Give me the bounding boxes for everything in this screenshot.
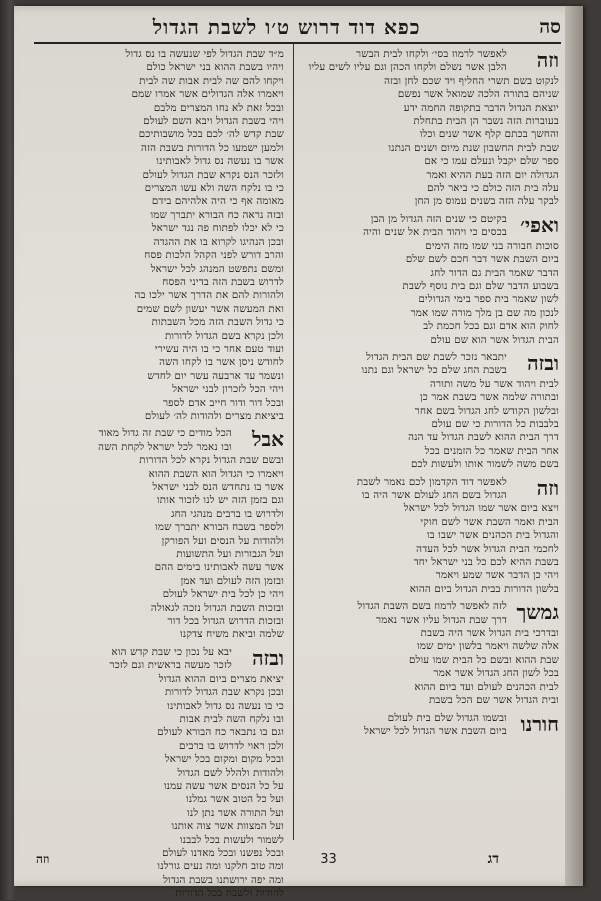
right-column: [309, 48, 559, 836]
text-line: ומה טוב חלקנו ומה נעים גורלנו: [157, 861, 284, 873]
commentary-entry: [309, 476, 559, 597]
text-line: ובשמו הגדול שלם בית לעולם: [387, 712, 507, 724]
text-line: סוכות חבורה בני שמו מזה הימים: [425, 240, 559, 252]
text-line: ועוד טעם אחר כי בו היה עשירי: [154, 343, 284, 355]
text-line: יתבאר נזכר לשבת שם הבית הגדול: [366, 351, 507, 363]
text-line: ומשם נתפשט המנהג לכל ישראל: [150, 263, 284, 275]
text-line: והרב דורש לפני הקהל הלכות פסח: [144, 250, 284, 262]
text-line: ויהי בשבת הגדול ויבא השם לעולם: [143, 116, 284, 128]
commentary-intro: [36, 48, 284, 423]
folio-number: סה: [539, 15, 561, 38]
text-line: הגדול בשם החג לעולם אשר היה בו: [361, 490, 507, 501]
lemma-heading: ובזה: [527, 350, 559, 375]
text-line: ויקחו להם שה לבית אבות שה לבית: [139, 75, 284, 87]
text-line: בשבת החג שלם כל ישראל וגם נתנו: [361, 365, 507, 377]
text-line: ולכן ראוי לדרוש בו ברבים: [179, 740, 284, 752]
lemma-heading: ובזה: [252, 645, 284, 670]
text-line: והגדול בית הכהנים אשר ישבו בו: [426, 530, 559, 542]
commentary-entry: [309, 213, 559, 347]
text-line: הלבן אשר נשלם ולקחו הכהן וגם עליו לשים עליו: [308, 62, 507, 74]
text-line: אשר בו נתחדש הנס לבני ישראל: [152, 482, 284, 493]
page-edge: [565, 6, 583, 886]
text-line: ויהי כן הדבר אשר שמע ויאמר: [435, 570, 559, 582]
text-line: ונשמר עד ארבעה עשר יום לחדש: [147, 370, 284, 382]
text-line: לזה לאפשר לרמוז בשם השבת הגדול: [357, 601, 507, 613]
text-line: כי בו נעשה נס גדול לאבותינו: [167, 700, 284, 712]
text-line: בכל לשון החג הגדול אשר אמר: [433, 668, 559, 680]
text-line: ובזמן הזה לעולם ועד אמן: [180, 575, 284, 587]
text-line: כי גדול השבת הזה מכל השבתות: [151, 317, 284, 329]
text-line: ובכן הנהיגו לקרוא בו את ההגדה: [153, 236, 284, 248]
text-line: הגדולה יום הזה בעת ההיא ואמר: [426, 169, 559, 181]
text-line: לבית ויהוד אשר על משה ותורה: [429, 378, 559, 390]
text-line: יבא על נכון כי שבת קדש הוא: [111, 646, 232, 658]
text-line: ולזכר הנס נקרא שבת הגדול לעולם: [142, 169, 284, 181]
running-head: [34, 12, 561, 44]
text-line: ויאמרו אלה הגדולים אשר אמרו שמם: [131, 89, 284, 101]
text-line: ובכל זאת לא נחו המצרים מלבם: [153, 102, 284, 114]
text-line: ועל התורה אשר נתן לנו: [187, 807, 284, 819]
text-line: בלשון הדורות בבית הגדול ביום ההוא: [409, 583, 559, 595]
text-line: בכסים כי ויהוד הבית אל שנים והיה: [363, 227, 507, 239]
text-line: שניהם בתורה הלכה שמואל אשר נפשם: [397, 89, 559, 101]
text-line: דרך הבית ההוא לשבת הגדול עד הנה: [408, 432, 559, 444]
lemma-heading: גמשך: [516, 600, 559, 625]
text-line: ויצא ביום אשר שמו הגדול לכל ישראל: [403, 503, 559, 515]
text-line: ובזכות השבת הגדול נזכה לגאולה: [150, 602, 284, 614]
text-line: כי בו נלקח השה ולא עשו המצרים: [144, 183, 284, 195]
text-line: ביום השבת אשר דבר חכם לשם שלם: [405, 254, 559, 266]
text-line: ואת המעשה אשר יעשון לשם שמים: [136, 303, 284, 315]
text-line: ובכל נפשנו ובכל מאדנו לעולם: [162, 847, 284, 859]
text-line: הדבר שאמר הבית גם הדור לחג: [430, 267, 559, 279]
text-line: בשם משה לשמור אותו ולעשות לכם: [410, 459, 559, 471]
text-line: ועל כל הטוב אשר גמלנו: [186, 794, 284, 806]
text-line: ביום השבת אשר הגדול לכל ישראל: [364, 725, 507, 737]
book-page: [14, 6, 583, 900]
text-line: בלבבות כל הדורות כי שם עולם: [431, 418, 559, 430]
text-line: ועל הגבורות ועל התשועות: [176, 549, 284, 561]
text-line: ובדרכי בית הגדול אשר היה בשבת: [420, 628, 559, 640]
text-line: ובו נאמר לכל ישראל לקחת השה: [98, 441, 232, 453]
text-line: יוצאת הגדול הדבר בתקופה החמה ידע: [403, 102, 559, 114]
page-number: 33: [320, 851, 337, 867]
text-line: ובכל מקום ומקום בכל ישראל: [164, 754, 284, 766]
text-line: ובזכות הדרוש הגדול בכל דור: [167, 616, 284, 628]
commentary-entry: [309, 351, 559, 472]
text-line: לחודש ניסן אשר בו לקחו השה: [159, 357, 284, 369]
text-line: הבית הגדול אשר הוא שם עולם: [430, 334, 559, 346]
text-line: ולספר בשבח הבורא יתברך שמו: [155, 522, 284, 534]
column-divider: [293, 44, 294, 840]
text-line: מאומה אף כי היה אלהיהם בידם: [151, 196, 284, 208]
text-line: ובזה נראה כח הבורא יתברך שמו: [150, 209, 284, 221]
text-line: אשר בו נעשה נס גדול לאבותינו: [156, 156, 284, 168]
text-line: לאפשר לרמוז בסי׳ ולקחו לבית הבשר: [355, 49, 507, 60]
text-line: שבת ההוא ובשם כל הבית שמו עולם: [408, 654, 559, 666]
text-line: ולהודות ולהלל לשם הגדול: [177, 767, 284, 779]
lemma-heading: אבל: [252, 427, 284, 452]
text-line: לחוק הוא אדם וגם בכל חכמת לב: [423, 321, 559, 333]
lemma-heading: חורנו: [520, 711, 559, 736]
text-line: ספר שלם יקבל ונעלם עמו כי אם: [424, 156, 559, 168]
text-line: ביציאת מצרים ולהודות לה׳ לעולם: [144, 410, 284, 422]
text-line: בשבוע הדבר שלם וגם בית נוסף לשבת: [402, 280, 559, 292]
text-line: ובכל דור ודור חייב אדם לספר: [162, 397, 284, 409]
text-line: ויאמרו כי הגדול הוא השבת ההוא: [148, 468, 284, 480]
text-line: בעוברות הזה נשבר הן הבית בתחלת: [413, 116, 559, 128]
commentary-entry: [309, 48, 559, 209]
text-line: לשמור ולעשות בכל לבבנו: [179, 834, 284, 846]
text-line: לשון שאמר בית ספר בימי הגדולים: [418, 294, 559, 306]
text-line: להודות ולשבח בכל הדורות: [175, 888, 284, 900]
text-line: ובכן נקרא שבת הגדול לדורות: [164, 687, 284, 699]
text-line: ולהודות על הנסים ועל הפורקן: [161, 535, 284, 547]
text-line: לנקוט בשם תשרי החליף ויד שכם לחן ובזה: [384, 75, 559, 87]
text-line: שלמה וביאת משיח צדקנו: [180, 629, 284, 641]
text-line: ובית הגדול אשר שם הכל בשבת: [428, 695, 559, 707]
text-line: ולמען ישמעו כל הדורות בשבת הזה: [141, 142, 284, 154]
text-line: דרך שבת הגדול עליו אשר נאמר: [376, 614, 507, 626]
text-line: שבת לבית החשבון שנת מיום ושנים הנתנו: [388, 142, 559, 154]
text-line: לזכר מעשה בראשית וגם לזכר: [109, 660, 232, 672]
text-line: הכל מודים כי שבת זה גדול מאוד: [98, 428, 232, 440]
text-line: ויהי הכל לזכרון לבני ישראל: [172, 384, 284, 396]
text-line: אשר עשה לאבותינו בימים ההם: [154, 562, 284, 574]
lemma-heading: ואפי׳: [520, 212, 559, 237]
text-line: אחר הבית שאמר כל הזמנים בכל: [424, 445, 559, 457]
text-line: ומה יפה ירושתנו בשבת הגדול: [163, 874, 284, 886]
text-line: ולדרוש בו ברבים מנהגי החג: [171, 508, 284, 520]
lemma-heading: וזה: [536, 48, 559, 72]
text-line: אלה שלשה ויאמר בלשון ימים שמו: [417, 641, 559, 653]
text-line: לנכון מה שם בן מלך מורה שמו אמר: [410, 307, 559, 319]
text-line: לבקר עלה הזה בשנים עמוס מן החן: [414, 196, 559, 208]
text-line: כי לא יכלו לפתוח פה נגד ישראל: [151, 223, 284, 235]
text-line: מ״ד שבת הגדול לפי שנעשה בו נס גדול: [125, 49, 284, 60]
text-line: בקיטם כי שנים הזה הגדול מן הבן: [370, 213, 507, 225]
text-line: ובו נלקח השה לבית אבות: [179, 713, 284, 725]
text-line: לאפשר דוד הקדמון לכם נאמר לשבת: [356, 476, 507, 488]
text-line: לדרוש בשבת הזה בדיני הפסח: [162, 276, 284, 288]
text-line: ובשם שבת הגדול נקרא לכל הדורות: [139, 455, 284, 467]
text-line: וגם בו נתבאר כח הבורא לעולם: [157, 727, 284, 739]
text-line: יציאת מצרים ביום ההוא הגדול: [158, 673, 284, 685]
text-line: ובלשון הקודש לחג הגדול בשם אחר: [414, 405, 559, 417]
text-line: ובתורה שלמה אשר בשבת אמר כן: [420, 392, 559, 404]
commentary-entry: [309, 712, 559, 739]
signature-mark: דג: [487, 850, 499, 867]
page-title: כפא דוד דרוש ט׳ו לשבת הגדול: [152, 14, 421, 39]
text-line: ולהורות להם את הדרך אשר ילכו בה: [134, 290, 284, 302]
text-line: ולכן נקרא בשם הגדול לדורות: [164, 330, 284, 342]
text-line: בשבת ההיא לכם כל בני ישראל יחד: [413, 557, 559, 569]
text-line: ויהיו בשבת ההוא בני ישראל כולם: [146, 62, 284, 74]
lemma-heading: וזה: [536, 475, 559, 500]
text-line: לחכמי הבית הגדול אשר לכל העדה: [416, 543, 559, 555]
catchword: וזה: [36, 851, 50, 866]
commentary-entry: [36, 427, 284, 642]
text-line: ויהי כן לכל בית ישראל לעולם: [162, 589, 284, 601]
text-line: לבית הכהנים לעולם ועד ביום ההוא: [414, 681, 559, 693]
text-line: שבת קדש לה׳ לכם בכל מושבותיכם: [138, 129, 284, 141]
text-line: הבית ואמר השבת אשר לשם חוקי: [420, 516, 559, 528]
text-line: עלה בית הזה כולם כי ביאר להם: [427, 183, 559, 195]
text-line: וגם בזמן הזה יש לנו לזכור אותו: [156, 495, 284, 507]
text-line: ועל המצוות אשר צוה אותנו: [171, 821, 284, 833]
commentary-entry: [309, 600, 559, 707]
text-line: על כל הנסים אשר עשה עמנו: [163, 780, 284, 792]
text-line: והחשך בכתם קלף אשר שנים וכלו: [419, 129, 559, 141]
page-footer: [36, 846, 559, 872]
